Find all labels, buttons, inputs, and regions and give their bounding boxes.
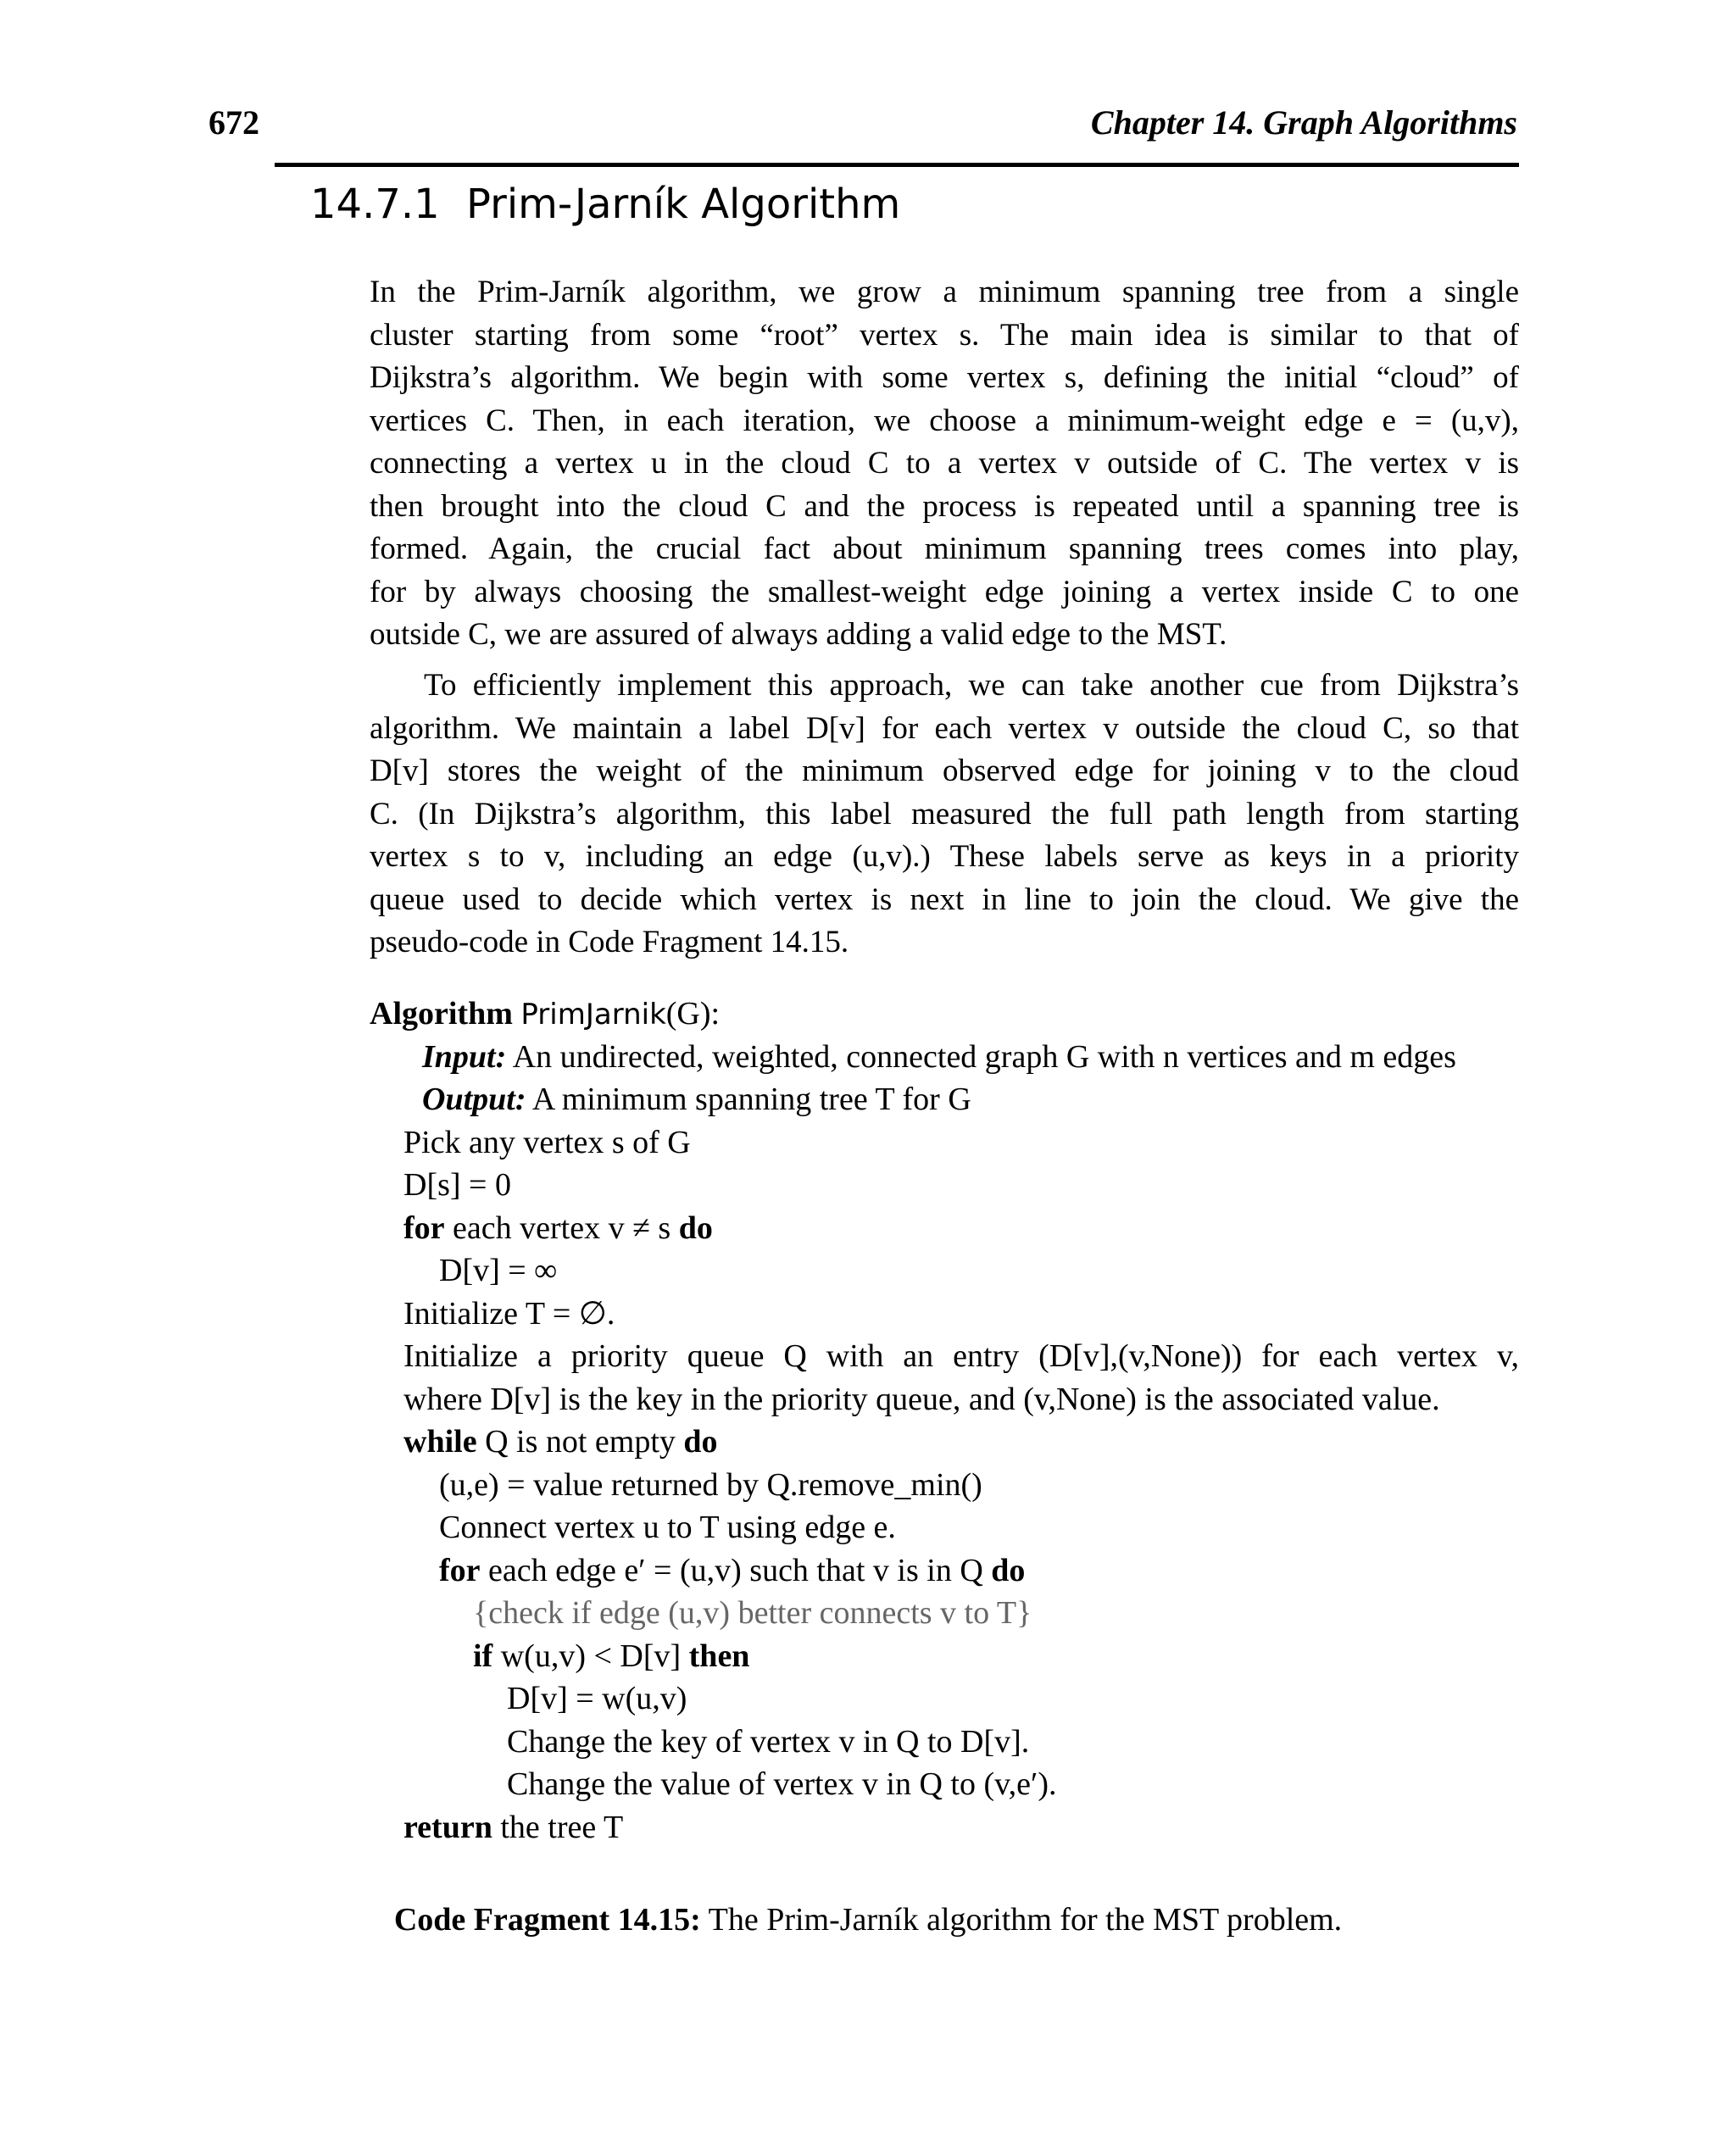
running-head: Chapter 14. Graph Algorithms (1090, 103, 1517, 142)
code-text: each edge e′ = (u,v) such that v is in Q (480, 1552, 992, 1588)
code-text: each vertex v ≠ s (444, 1210, 679, 1246)
while-keyword: while (403, 1424, 477, 1460)
paragraph-2 (370, 665, 1519, 965)
code-line: where D[v] is the key in the priority queue, and (v,None) is the associated value. (403, 1381, 1440, 1417)
if-keyword: if (473, 1638, 493, 1674)
code-text: w(u,v) < D[v] (492, 1638, 689, 1674)
code-line: Change the value of vertex v in Q to (v,e′). (507, 1766, 1057, 1802)
paragraph-line: vertex s to v, including an edge (u,v).) These labels serve as keys in a priority (370, 839, 1519, 874)
paragraph-line: pseudo-code in Code Fragment 14.15. (370, 925, 849, 959)
paragraph-line: C. (In Dijkstra’s algorithm, this label measured the full path length from starting (370, 796, 1519, 831)
paragraph-line: vertices C. Then, in each iteration, we choose a minimum-weight edge e = (u,v), (370, 403, 1519, 438)
paragraph-line: In the Prim-Jarník algorithm, we grow a minimum spanning tree from a single (370, 275, 1519, 309)
return-keyword: return (403, 1809, 492, 1845)
code-line (370, 1635, 1519, 1678)
do-keyword: do (678, 1210, 713, 1246)
code-line: Change the key of vertex v in Q to D[v]. (507, 1723, 1030, 1760)
code-line: (u,e) = value returned by Q.remove_min() (439, 1466, 982, 1503)
header-rule (275, 163, 1519, 167)
for-keyword: for (439, 1552, 481, 1588)
code-text: Q is not empty (476, 1424, 684, 1460)
caption-label: Code Fragment 14.15: (393, 1902, 701, 1938)
code-line (370, 1549, 1519, 1593)
algorithm-output (370, 1078, 1519, 1121)
code-fragment-caption (0, 1899, 1736, 1941)
code-line: D[s] = 0 (403, 1167, 511, 1203)
do-keyword: do (991, 1552, 1026, 1588)
then-keyword: then (688, 1638, 750, 1674)
algorithm-header (370, 993, 1519, 1036)
paragraph-line: outside C, we are assured of always adding a valid edge to the MST. (370, 617, 1227, 652)
paragraph-line: cluster starting from some “root” vertex s. The main idea is similar to that of (370, 317, 1519, 353)
code-line: D[v] = ∞ (439, 1253, 558, 1288)
input-text: An undirected, weighted, connected graph G with n vertices and m edges (512, 1038, 1456, 1075)
paragraph-1 (370, 271, 1519, 657)
code-line (370, 1421, 1519, 1464)
section-title: Prim-Jarník Algorithm (466, 181, 901, 228)
input-label: Input: (422, 1038, 507, 1075)
code-line: Pick any vertex s of G (403, 1124, 691, 1160)
paragraph-line: D[v] stores the weight of the minimum observed edge for joining v to the cloud (370, 754, 1519, 788)
paragraph-line: formed. Again, the crucial fact about minimum spanning trees comes into play, (370, 531, 1519, 566)
paragraph-line: Dijkstra’s algorithm. We begin with some vertex s, defining the initial “cloud” of (370, 360, 1519, 395)
section-number: 14.7.1 (310, 181, 440, 228)
algorithm-param: (G): (665, 996, 721, 1032)
algorithm-name: PrimJarnik (520, 998, 666, 1032)
code-line (370, 1207, 1519, 1250)
output-text: A minimum spanning tree T for G (531, 1082, 971, 1117)
code-line (370, 1806, 1519, 1849)
algorithm-keyword: Algorithm (370, 996, 513, 1032)
paragraph-line: To efficiently implement this approach, we can take another cue from Dijkstra’s (424, 668, 1519, 703)
code-line: Initialize a priority queue Q with an entry (D[v],(v,None)) for each vertex v, (403, 1338, 1519, 1374)
paragraph-line: algorithm. We maintain a label D[v] for each vertex v outside the cloud C, so that (370, 710, 1519, 746)
code-text: the tree T (492, 1809, 624, 1845)
section-heading (310, 178, 900, 231)
paragraph-line: for by always choosing the smallest-weight edge joining a vertex inside C to one (370, 574, 1519, 609)
page-number: 672 (209, 103, 259, 142)
code-comment: {check if edge (u,v) better connects v to T} (473, 1595, 1032, 1631)
algorithm-block (370, 993, 1519, 1849)
code-line: Initialize T = ∅. (403, 1295, 615, 1332)
paragraph-line: connecting a vertex u in the cloud C to a vertex v outside of C. The vertex v is (370, 446, 1519, 481)
code-line: D[v] = w(u,v) (507, 1681, 687, 1716)
output-label: Output: (422, 1082, 526, 1117)
algorithm-input (370, 1036, 1519, 1079)
code-line: Connect vertex u to T using edge e. (439, 1510, 896, 1545)
do-keyword: do (683, 1424, 718, 1460)
for-keyword: for (403, 1210, 445, 1246)
paragraph-line: then brought into the cloud C and the process is repeated until a spanning tree is (370, 488, 1519, 524)
paragraph-line: queue used to decide which vertex is next in line to join the cloud. We give the (370, 881, 1519, 917)
caption-text: The Prim-Jarník algorithm for the MST problem. (700, 1902, 1343, 1938)
